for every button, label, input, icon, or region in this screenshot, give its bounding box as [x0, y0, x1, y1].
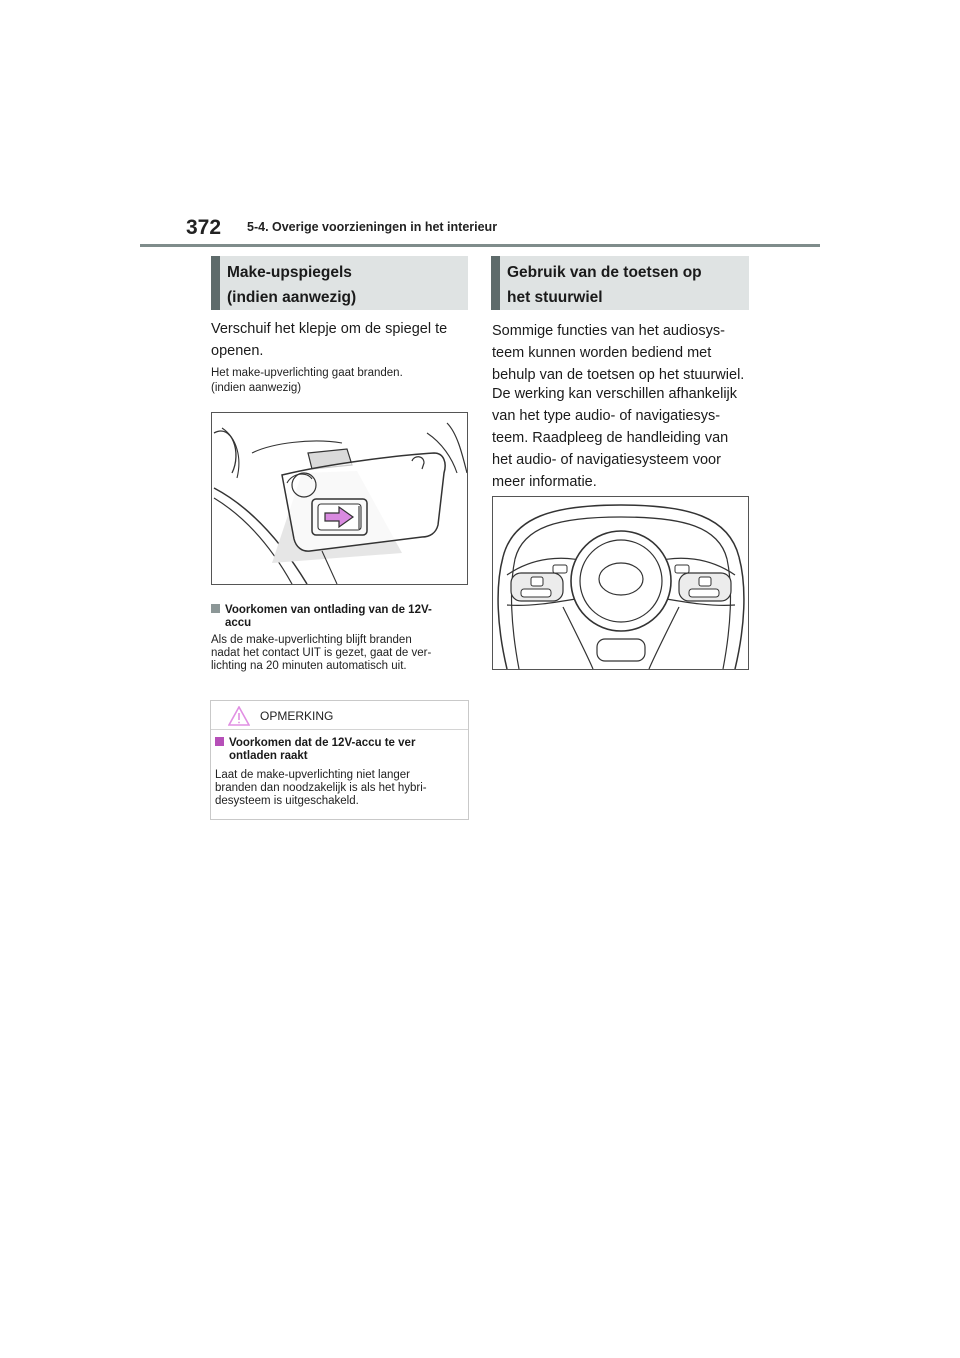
text-line: van het type audio- of navigatiesys- — [492, 408, 721, 424]
battery-discharge-bullet — [211, 604, 473, 673]
text-line: Laat de make-upverlichting niet langer — [215, 769, 410, 781]
steering-switches-note — [492, 383, 760, 493]
bullet-square-icon — [215, 737, 224, 746]
mirror-instruction — [211, 318, 471, 362]
text-line: openen. — [211, 343, 264, 359]
text-line: behulp van de toetsen op het stuurwiel. — [492, 367, 745, 383]
text-line: (indien aanwezig) — [211, 382, 302, 394]
warning-triangle-icon — [228, 706, 250, 726]
text-line: desysteem is uitgeschakeld. — [215, 795, 359, 807]
text-line: lichting na 20 minuten automatisch uit. — [211, 660, 407, 672]
heading-line-2: het stuurwiel — [507, 289, 603, 306]
header-divider — [140, 244, 820, 247]
heading-line-2: (indien aanwezig) — [227, 289, 357, 306]
steering-switches-heading — [491, 256, 749, 310]
steering-wheel-drawing — [493, 497, 748, 669]
bullet-text — [211, 634, 473, 673]
section-title: 5-4. Overige voorzieningen in het interieur — [247, 220, 498, 234]
text-line: Voorkomen dat de 12V-accu te ver — [229, 737, 416, 749]
notice-text — [215, 769, 465, 808]
sun-visor-drawing — [212, 413, 467, 584]
page-number: 372 — [186, 216, 222, 239]
notice-label: OPMERKING — [260, 709, 334, 723]
bullet-square-icon — [211, 604, 220, 613]
heading-line-1: Make-upspiegels — [227, 264, 352, 281]
text-line: teem. Raadpleeg de handleiding van — [492, 430, 729, 446]
notice-content — [215, 737, 465, 808]
text-line: het audio- of navigatiesysteem voor — [492, 452, 721, 468]
sun-visor-illustration — [211, 412, 468, 585]
heading-line-1: Gebruik van de toetsen op — [507, 264, 702, 281]
text-line: Het make-upverlichting gaat branden. — [211, 367, 403, 379]
bullet-title — [211, 604, 473, 630]
notice-divider — [211, 729, 468, 730]
steering-wheel-illustration — [492, 496, 749, 670]
text-line: De werking kan verschillen afhankelijk — [492, 386, 738, 402]
make-up-mirror-heading — [211, 256, 468, 310]
text-line: teem kunnen worden bediend met — [492, 345, 712, 361]
text-line: Sommige functies van het audiosys- — [492, 323, 725, 339]
text-line: Als de make-upverlichting blijft branden — [211, 634, 412, 646]
text-line: Voorkomen van ontlading van de 12V- — [225, 604, 432, 616]
text-line: ontladen raakt — [229, 750, 308, 762]
text-line: meer informatie. — [492, 474, 597, 490]
notice-title — [215, 737, 465, 763]
mirror-note — [211, 366, 471, 396]
steering-switches-intro — [492, 320, 760, 386]
text-line: Verschuif het klepje om de spiegel te — [211, 321, 448, 337]
notice-box — [210, 700, 469, 820]
text-line: accu — [225, 617, 252, 629]
text-line: branden dan noodzakelijk is als het hybri- — [215, 782, 427, 794]
text-line: nadat het contact UIT is gezet, gaat de ver- — [211, 647, 432, 659]
